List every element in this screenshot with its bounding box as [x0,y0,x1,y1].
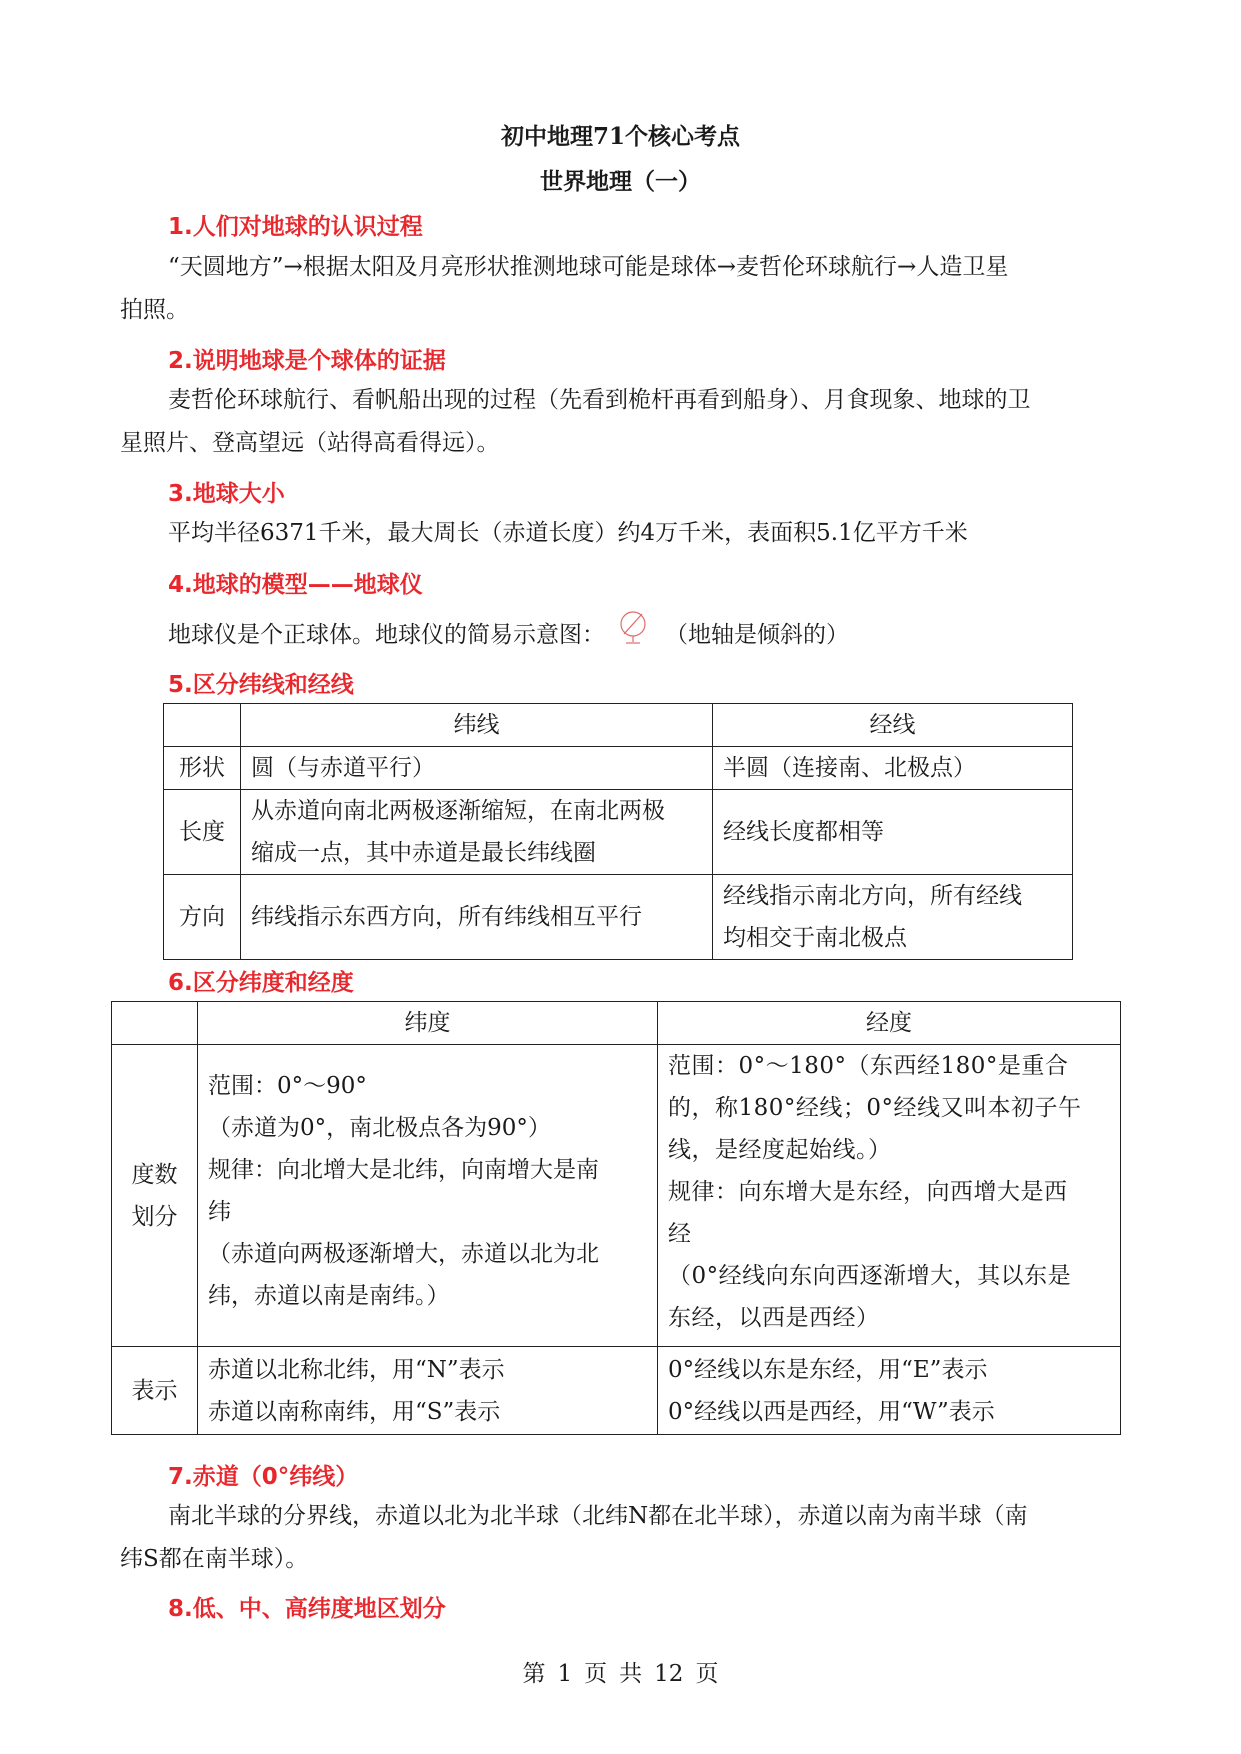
section-2-heading: 2.说明地球是个球体的证据 [168,348,446,374]
row-label: 长度 [164,790,241,875]
total-page-count: 12 [654,1661,684,1687]
column-header-latitude: 纬度 [198,1002,658,1045]
latitude-longitude-lines-table [163,703,1073,960]
table-cell [198,1045,658,1347]
footer-text: 第 [522,1661,546,1687]
cell-line: 经 [668,1221,692,1247]
table-cell [658,1347,1121,1435]
table-corner-cell [164,704,241,747]
section-7-line-1: 南北半球的分界线，赤道以北为北半球（北纬N都在北半球），赤道以南为南半球（南 [168,1503,1028,1529]
row-label: 表示 [112,1347,198,1435]
row-label: 方向 [164,875,241,960]
section-4-heading: 4.地球的模型——地球仪 [168,572,423,598]
table-row [112,1045,1121,1347]
row-label [112,1045,198,1347]
section-2-line-2: 星照片、登高望远（站得高看得远）。 [120,430,500,456]
section-1-heading: 1.人们对地球的认识过程 [168,214,423,240]
table-corner-cell [112,1002,198,1045]
table-header-row [164,704,1073,747]
section-2-line-1: 麦哲伦环球航行、看帆船出现的过程（先看到桅杆再看到船身）、月食现象、地球的卫 [168,387,1031,413]
cell-line: 经线指示南北方向，所有经线 [723,883,1022,909]
table-cell [241,790,713,875]
section-7-heading: 7.赤道（0°纬线） [168,1464,359,1490]
section-3-line-1: 平均半径6371千米，最大周长（赤道长度）约4万千米，表面积5.1亿平方千米 [168,520,968,546]
cell-line: 从赤道向南北两极逐渐缩短，在南北两极 [251,798,665,824]
latitude-longitude-degrees-table [111,1001,1121,1435]
column-header-longitude-lines: 经线 [713,704,1073,747]
cell-line: （赤道为0°，南北极点各为90°） [208,1115,551,1141]
cell-line: 纬线指示东西方向，所有纬线相互平行 [251,904,642,930]
column-header-latitude-lines: 纬线 [241,704,713,747]
section-4-text-after: （地轴是倾斜的） [665,622,849,648]
section-4-line [168,614,849,657]
column-header-longitude: 经度 [658,1002,1121,1045]
cell-line: 范围：0°～90° [208,1073,367,1099]
cell-line: 圆（与赤道平行） [251,755,435,781]
table-cell [658,1045,1121,1347]
cell-line: 赤道以北称北纬，用“N”表示 [208,1356,505,1383]
footer-text: 共 [619,1661,643,1687]
cell-line: 赤道以南称南纬，用“S”表示 [208,1398,501,1425]
table-cell [241,747,713,790]
page-footer [0,1655,1241,1688]
table-cell [713,747,1073,790]
section-1-line-2: 拍照。 [120,297,189,323]
table-row [164,790,1073,875]
row-label: 形状 [164,747,241,790]
cell-line: 规律：向东增大是东经，向西增大是西 [668,1179,1068,1205]
section-3-heading: 3.地球大小 [168,481,285,507]
table-cell [713,790,1073,875]
cell-line: 半圆（连接南、北极点） [723,755,976,781]
cell-line: 0°经线以西是西经，用“W”表示 [668,1398,995,1425]
cell-line: 的，称180°经线；0°经线又叫本初子午 [668,1095,1082,1121]
cell-line: 规律：向北增大是北纬，向南增大是南 [208,1157,599,1183]
table-header-row [112,1002,1121,1045]
current-page-number: 1 [557,1661,573,1687]
cell-line: 纬 [208,1199,231,1225]
cell-line: 纬，赤道以南是南纬。） [208,1283,450,1309]
section-7-line-2: 纬S都在南半球）。 [120,1546,309,1572]
page-title: 初中地理71个核心考点 [500,123,740,150]
section-6-heading: 6.区分纬度和经度 [168,970,354,996]
globe-diagram-icon [615,608,651,648]
cell-line: 范围：0°～180°（东西经180°是重合 [668,1053,1069,1079]
table-cell [713,875,1073,960]
cell-line: 缩成一点，其中赤道是最长纬线圈 [251,840,596,866]
section-4-text-before: 地球仪是个正球体。地球仪的简易示意图： [168,622,605,648]
cell-line: 东经，以西是西经） [668,1305,880,1331]
cell-line: （0°经线向东向西逐渐增大，其以东是 [668,1263,1072,1289]
cell-line: 线，是经度起始线。） [668,1137,892,1163]
cell-line: 经线长度都相等 [723,819,884,845]
cell-line: （赤道向两极逐渐增大，赤道以北为北 [208,1241,599,1267]
table-row [164,747,1073,790]
table-cell [198,1347,658,1435]
page-subtitle: 世界地理（一） [540,168,701,195]
table-row [112,1347,1121,1435]
table-row [164,875,1073,960]
footer-text: 页 [695,1661,719,1687]
row-label-line: 度数 [131,1161,178,1188]
section-8-heading: 8.低、中、高纬度地区划分 [168,1596,446,1622]
footer-text: 页 [584,1661,608,1687]
row-label-line: 划分 [131,1203,178,1230]
cell-line: 0°经线以东是东经，用“E”表示 [668,1356,988,1383]
cell-line: 均相交于南北极点 [723,925,907,951]
section-1-line-1: “天圆地方”→根据太阳及月亮形状推测地球可能是球体→麦哲伦环球航行→人造卫星 [168,254,1009,280]
table-cell [241,875,713,960]
section-5-heading: 5.区分纬线和经线 [168,672,354,698]
